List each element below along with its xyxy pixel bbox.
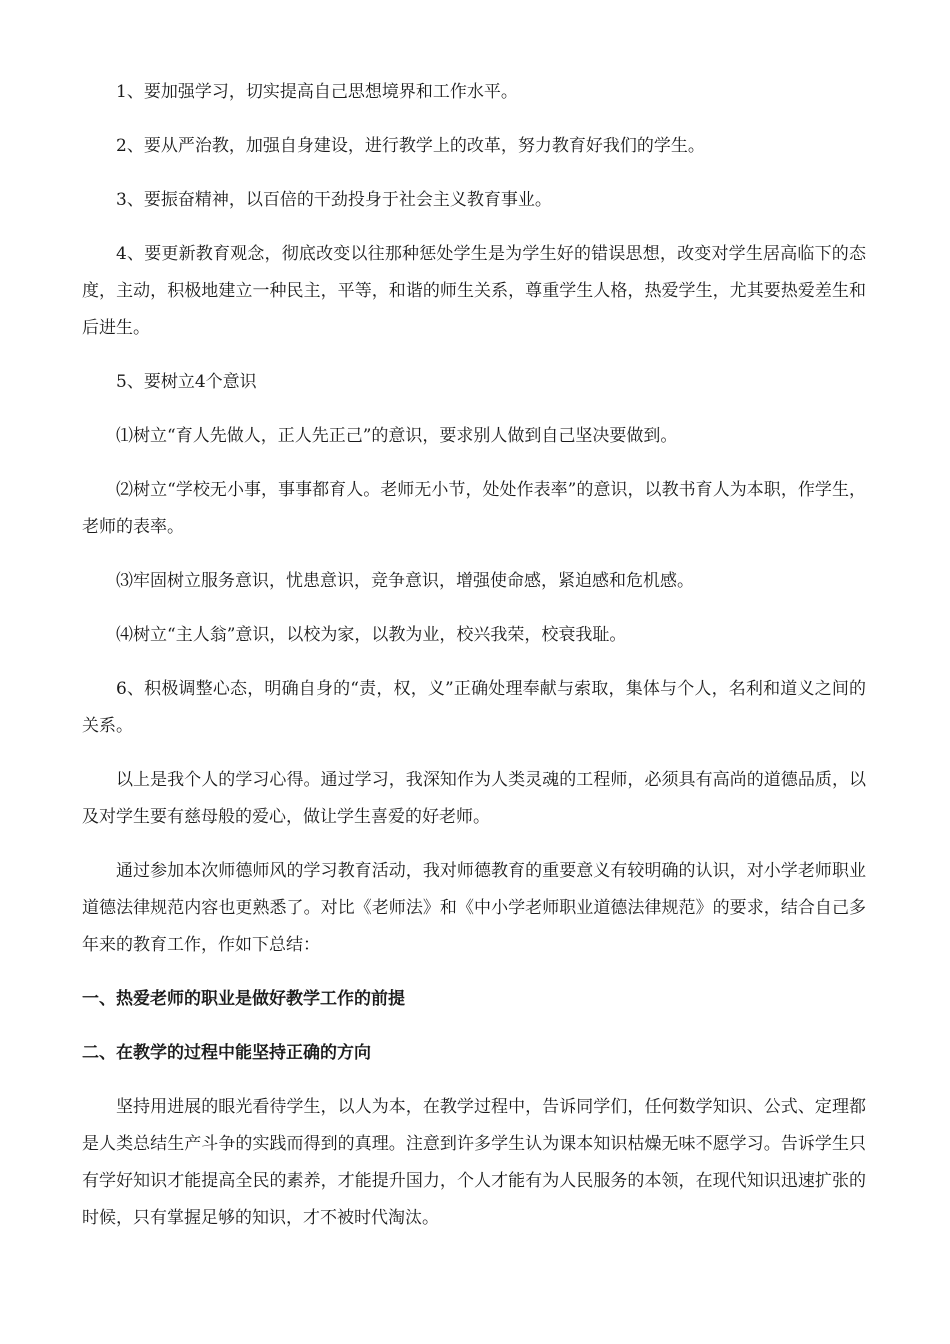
intro-paragraph: 通过参加本次师德师风的学习教育活动，我对师德教育的重要意义有较明确的认识，对小学老师职业道德法律规范内容也更熟悉了。对比《老师法》和《中小学老师职业道德法律规范》的要求，结合自己多年来的教育工作，作如下总结： — [82, 861, 866, 955]
list-item-5: 5、要树立4个意识 — [116, 372, 257, 392]
sub-item-4: ⑷树立“主人翁”意识，以校为家，以教为业，校兴我荣，校衰我耻。 — [116, 625, 627, 645]
sub-item-1: ⑴树立“育人先做人，正人先正己”的意识，要求别人做到自己坚决要做到。 — [116, 426, 678, 446]
section-heading-2: 二、在教学的过程中能坚持正确的方向 — [82, 1043, 371, 1063]
sub-item-2: ⑵树立“学校无小事，事事都育人。老师无小节，处处作表率”的意识，以教书育人为本职，作学生，老师的表率。 — [82, 480, 866, 537]
section-heading-1: 一、热爱老师的职业是做好教学工作的前提 — [82, 989, 405, 1009]
list-item-4: 4、要更新教育观念，彻底改变以往那种惩处学生是为学生好的错误思想，改变对学生居高临下的态度，主动，积极地建立一种民主，平等，和谐的师生关系，尊重学生人格，热爱学生，尤其要热爱差生和后进生。 — [82, 244, 866, 338]
document-page — [82, 74, 866, 1254]
sub-item-3: ⑶牢固树立服务意识，忧患意识，竞争意识，增强使命感，紧迫感和危机感。 — [116, 571, 694, 591]
list-item-3: 3、要振奋精神，以百倍的干劲投身于社会主义教育事业。 — [116, 190, 552, 210]
summary-paragraph: 以上是我个人的学习心得。通过学习，我深知作为人类灵魂的工程师，必须具有高尚的道德品质，以及对学生要有慈母般的爱心，做让学生喜爱的好老师。 — [82, 770, 866, 827]
body-paragraph: 坚持用进展的眼光看待学生，以人为本，在教学过程中，告诉同学们，任何数学知识、公式、定理都是人类总结生产斗争的实践而得到的真理。注意到许多学生认为课本知识枯燥无味不愿学习。告诉学生只有学好知识才能提高全民的素养，才能提升国力，个人才能有为人民服务的本领，在现代知识迅速扩张的时候，只有掌握足够的知识，才不被时代淘汰。 — [82, 1097, 866, 1228]
list-item-6: 6、积极调整心态，明确自身的“责，权，义”正确处理奉献与索取，集体与个人，名利和道义之间的关系。 — [82, 679, 866, 736]
list-item-2: 2、要从严治教，加强自身建设，进行教学上的改革，努力教育好我们的学生。 — [116, 136, 705, 156]
list-item-1: 1、要加强学习，切实提高自己思想境界和工作水平。 — [116, 82, 518, 102]
